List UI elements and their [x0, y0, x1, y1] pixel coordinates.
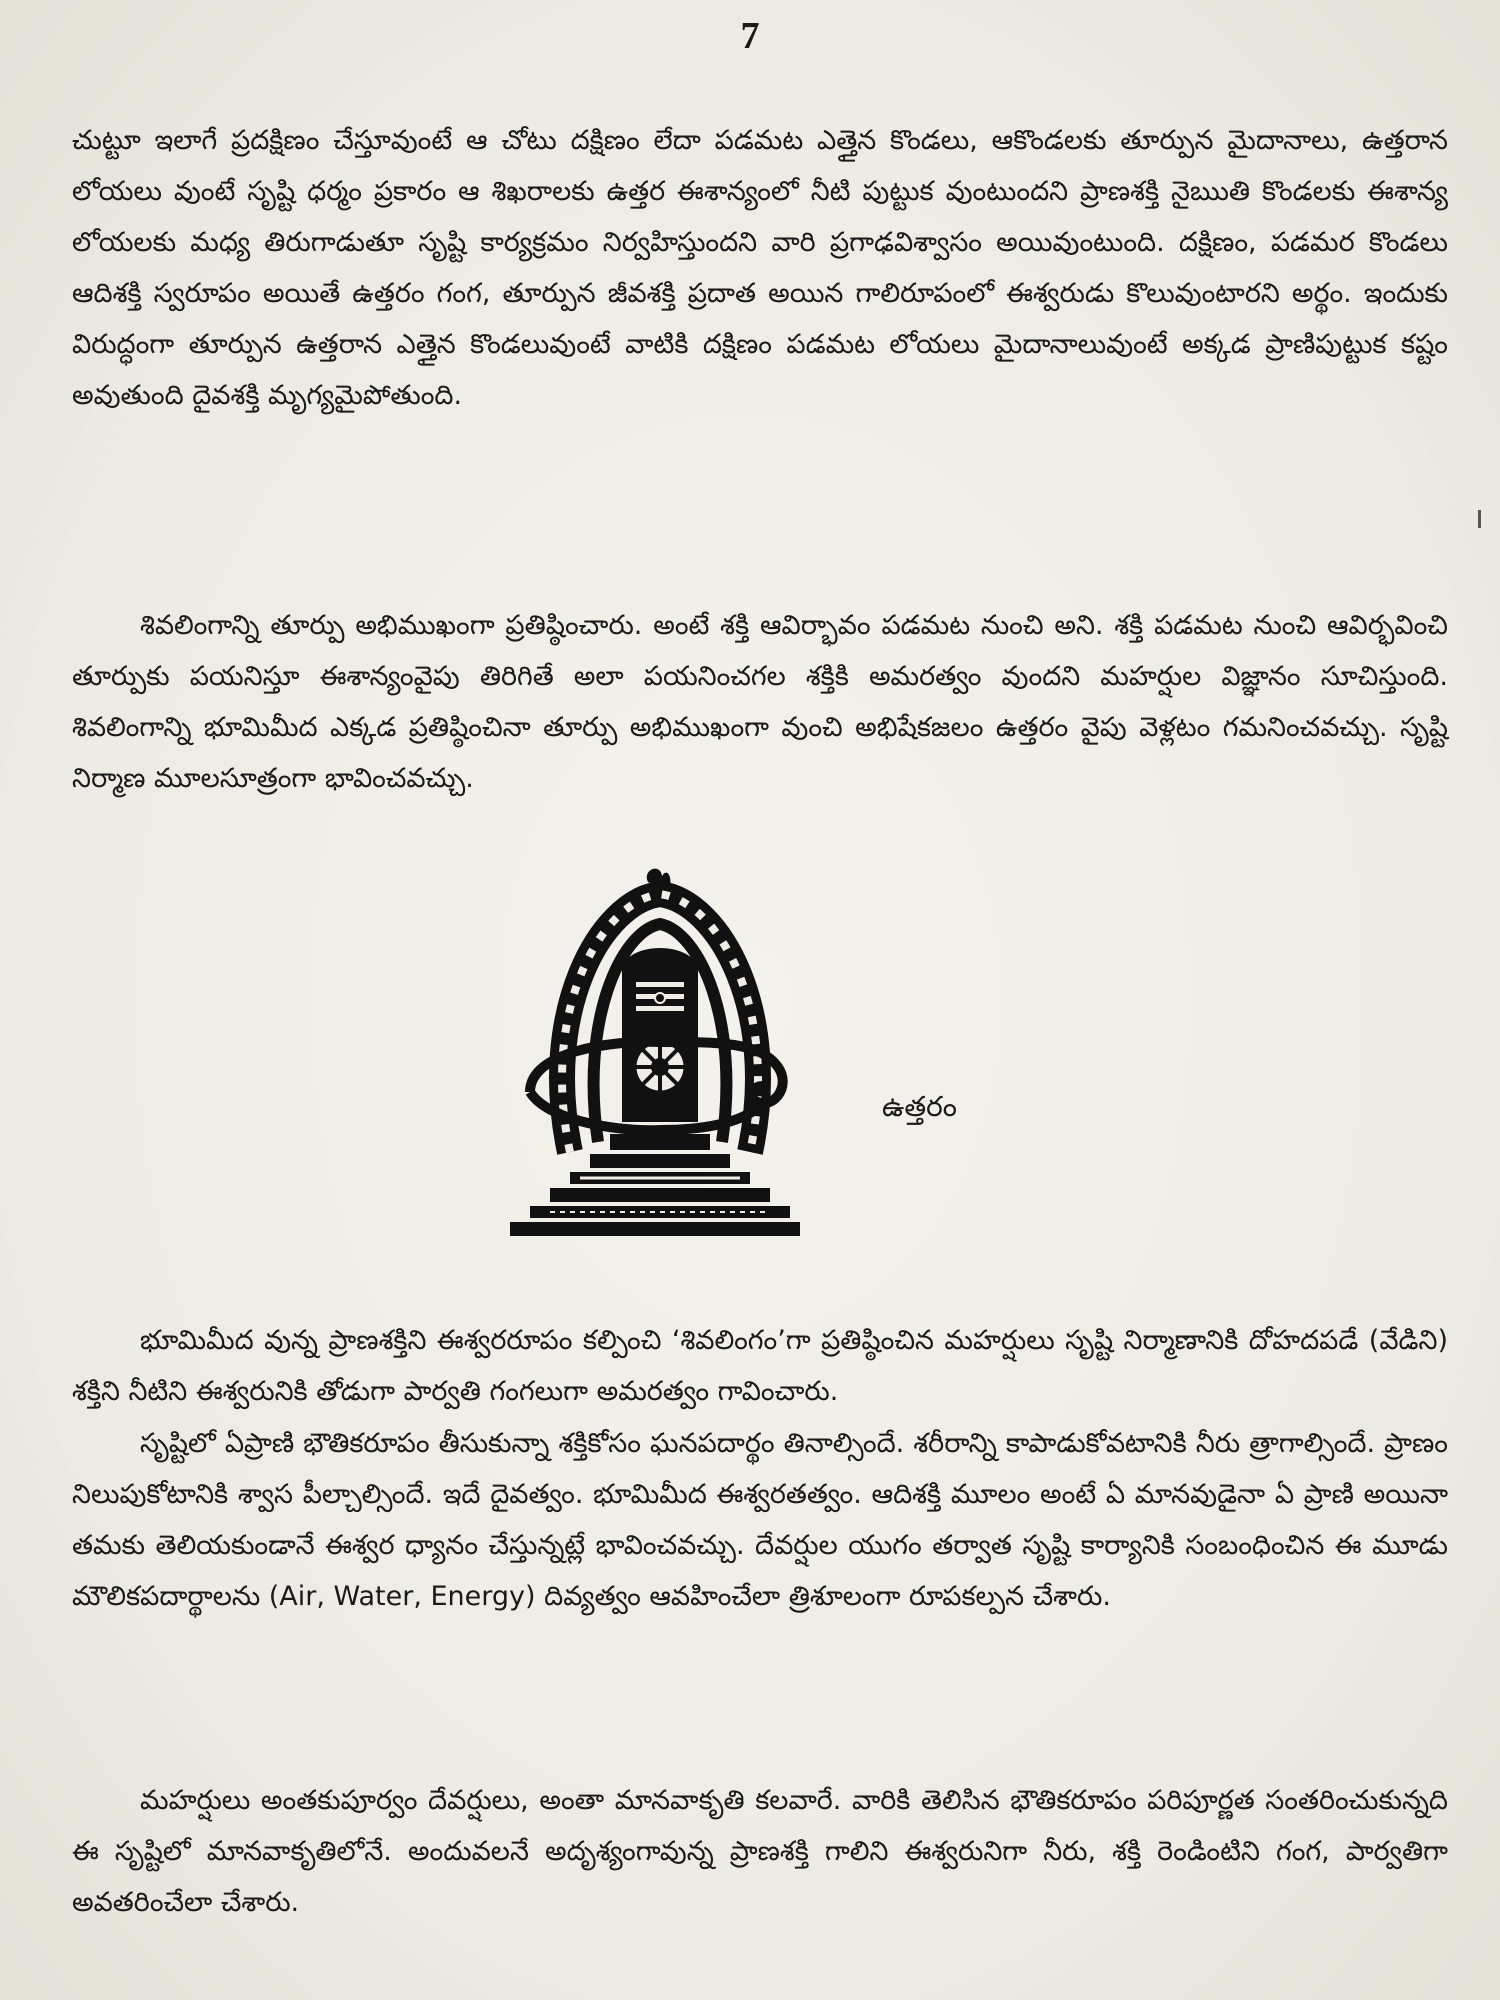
figure-label: ఉత్తరం — [882, 1090, 957, 1123]
shivalinga-icon — [510, 862, 800, 1257]
margin-mark — [1478, 510, 1481, 528]
paragraph-1: చుట్టూ ఇలాగే ప్రదక్షిణం చేస్తూవుంటే ఆ చోటు దక్షిణం లేదా పడమట ఎత్తైన కొండలు, ఆకొండలకు తూర్పున మైదానాలు, ఉత్తరాన లోయలు వుంటే సృష్టి ధర్మం ప్రకారం ఆ శిఖరాలకు ఉత్తర ఈశాన్యంలో నీటి పుట్టుక వుంటుందని ప్రాణశక్తి నైఋతి కొండలకు ఈశాన్య లోయలకు మధ్య తిరుగాడుతూ సృష్టి కార్యక్రమం నిర్వహిస్తుందని వారి ప్రగాఢవిశ్వాసం అయివుంటుంది. దక్షిణం, పడమర కొండలు ఆదిశక్తి స్వరూపం అయితే ఉత్తరం గంగ, తూర్పున జీవశక్తి ప్రదాత అయిన గాలిరూపంలో ఈశ్వరుడు కొలువుంటారని అర్థం. ఇందుకు విరుద్ధంగా తూర్పున ఉత్తరాన ఎత్తైన కొండలువుంటే వాటికి దక్షిణం పడమట లోయలు మైదానాలువుంటే అక్కడ ప్రాణిపుట్టుక కష్టం అవుతుంది దైవశక్తి మృగ్యమైపోతుంది. — [72, 125, 1448, 411]
paragraph-2: శివలింగాన్ని తూర్పు అభిముఖంగా ప్రతిష్ఠించారు. అంటే శక్తి ఆవిర్భావం పడమట నుంచి అని. శక్తి పడమట నుంచి ఆవిర్భవించి తూర్పుకు పయనిస్తూ ఈశాన్యంవైపు తిరిగితే అలా పయనించగల శక్తికి అమరత్వం వుందని మహర్షుల విజ్ఞానం సూచిస్తుంది. శివలింగాన్ని భూమిమీద ఎక్కడ ప్రతిష్ఠించినా తూర్పు అభిముఖంగా వుంచి అభిషేకజలం ఉత్తరం వైపు వెళ్లటం గమనించవచ్చు. సృష్టి నిర్మాణ మూలసూత్రంగా భావించవచ్చు. — [72, 610, 1448, 794]
page-number: 7 — [740, 15, 760, 57]
paragraph-5: మహర్షులు అంతకుపూర్వం దేవర్షులు, అంతా మానవాకృతి కలవారే. వారికి తెలిసిన భౌతికరూపం పరిపూర్ణత సంతరించుకున్నది ఈ సృష్టిలో మానవాకృతిలోనే. అందువలనే అదృశ్యంగావున్న ప్రాణశక్తి గాలిని ఈశ్వరునిగా నీరు, శక్తి రెండింటిని గంగ, పార్వతిగా అవతరించేలా చేశారు. — [72, 1785, 1448, 1918]
paragraph-4: సృష్టిలో ఏప్రాణి భౌతికరూపం తీసుకున్నా శక్తికోసం ఘనపదార్థం తినాల్సిందే. శరీరాన్ని కాపాడుకోవటానికి నీరు త్రాగాల్సిందే. ప్రాణం నిలుపుకోటానికి శ్వాస పీల్చాల్సిందే. ఇదే దైవత్వం. భూమిమీద ఈశ్వరతత్వం. ఆదిశక్తి మూలం అంటే ఏ మానవుడైనా ఏ ప్రాణి అయినా తమకు తెలియకుండానే ఈశ్వర ధ్యానం చేస్తున్నట్లే భావించవచ్చు. దేవర్షుల యుగం తర్వాత సృష్టి కార్యానికి సంబంధించిన ఈ మూడు మౌలికపదార్థాలను (Air, Water, Energy) దివ్యత్వం ఆవహించేలా త్రిశూలంగా రూపకల్పన చేశారు. — [72, 1428, 1448, 1612]
paragraph-3: భూమిమీద వున్న ప్రాణశక్తిని ఈశ్వరరూపం కల్పించి ‘శివలింగం’గా ప్రతిష్ఠించిన మహర్షులు సృష్టి నిర్మాణానికి దోహదపడే (వేడిని) శక్తిని నీటిని ఈశ్వరునికి తోడుగా పార్వతి గంగలుగా అమరత్వం గావించారు. — [72, 1325, 1448, 1407]
